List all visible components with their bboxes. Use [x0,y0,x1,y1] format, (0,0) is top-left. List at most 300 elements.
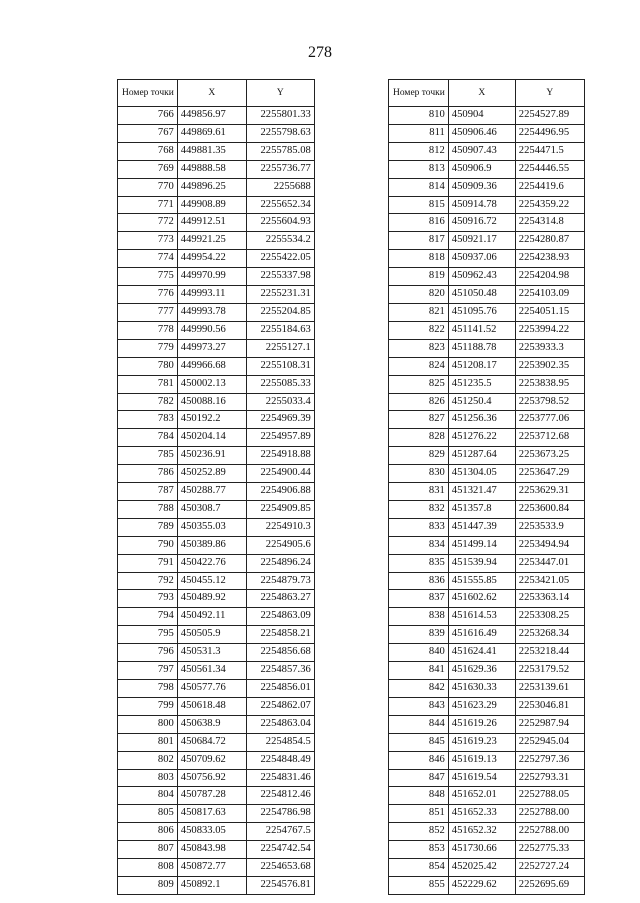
cell-x: 450355.03 [177,518,246,536]
header-point-number: Номер точки [389,80,449,107]
cell-x: 451499.14 [448,536,515,554]
cell-x: 451050.48 [448,286,515,304]
cell-x: 451555.85 [448,572,515,590]
cell-x: 450288.77 [177,483,246,501]
table-row [118,196,315,214]
cell-y: 2253218.44 [515,644,584,662]
cell-point-number: 816 [389,214,449,232]
cell-point-number: 831 [389,483,449,501]
table-row [389,787,585,805]
cell-point-number: 787 [118,483,178,501]
table-row [118,160,315,178]
table-row [118,303,315,321]
cell-y: 2254742.54 [246,841,314,859]
cell-x: 450252.89 [177,465,246,483]
table-row [118,214,315,232]
cell-x: 451629.36 [448,662,515,680]
cell-x: 449881.35 [177,142,246,160]
cell-point-number: 821 [389,303,449,321]
cell-x: 449993.78 [177,303,246,321]
cell-x: 450833.05 [177,823,246,841]
coordinates-table-right [388,79,585,895]
table-row [118,518,315,536]
cell-y: 2253673.25 [515,447,584,465]
cell-point-number: 824 [389,357,449,375]
cell-point-number: 836 [389,572,449,590]
cell-y: 2254446.55 [515,160,584,178]
cell-y: 2254653.68 [246,859,314,877]
cell-y: 2254905.6 [246,536,314,554]
cell-x: 450561.34 [177,662,246,680]
coordinates-table-left [117,79,315,895]
cell-point-number: 833 [389,518,449,536]
table-header-row [118,80,315,107]
cell-point-number: 819 [389,268,449,286]
header-y: Y [515,80,584,107]
table-row [118,339,315,357]
cell-x: 450192.2 [177,411,246,429]
cell-x: 451235.5 [448,375,515,393]
table-row [118,715,315,733]
table-row [118,232,315,250]
cell-point-number: 803 [118,769,178,787]
table-row [118,536,315,554]
cell-point-number: 808 [118,859,178,877]
table-row [118,572,315,590]
cell-y: 2252945.04 [515,733,584,751]
table-row [118,697,315,715]
cell-x: 450843.98 [177,841,246,859]
table-row [118,124,315,142]
cell-y: 2254896.24 [246,554,314,572]
cell-point-number: 839 [389,626,449,644]
cell-x: 450787.28 [177,787,246,805]
cell-x: 451447.39 [448,518,515,536]
cell-x: 451208.17 [448,357,515,375]
cell-x: 451614.53 [448,608,515,626]
table-row [118,357,315,375]
cell-x: 451602.62 [448,590,515,608]
cell-x: 449908.89 [177,196,246,214]
cell-point-number: 805 [118,805,178,823]
cell-x: 451619.54 [448,769,515,787]
cell-point-number: 775 [118,268,178,286]
cell-point-number: 802 [118,751,178,769]
cell-point-number: 820 [389,286,449,304]
cell-x: 449973.27 [177,339,246,357]
cell-x: 450937.06 [448,250,515,268]
table-row [389,483,585,501]
cell-x: 451616.49 [448,626,515,644]
cell-point-number: 843 [389,697,449,715]
table-row [389,554,585,572]
table-row [389,447,585,465]
table-row [118,447,315,465]
table-row [118,590,315,608]
cell-y: 2255108.31 [246,357,314,375]
cell-y: 2253179.52 [515,662,584,680]
table-row [118,500,315,518]
cell-point-number: 842 [389,680,449,698]
cell-point-number: 830 [389,465,449,483]
cell-x: 450904 [448,107,515,125]
cell-y: 2254831.46 [246,769,314,787]
table-row [389,608,585,626]
cell-point-number: 770 [118,178,178,196]
cell-point-number: 832 [389,500,449,518]
cell-y: 2253268.34 [515,626,584,644]
cell-point-number: 795 [118,626,178,644]
cell-y: 2253777.06 [515,411,584,429]
cell-y: 2255736.77 [246,160,314,178]
cell-y: 2254848.49 [246,751,314,769]
cell-x: 449896.25 [177,178,246,196]
table-row [118,876,315,894]
cell-point-number: 810 [389,107,449,125]
cell-y: 2252788.00 [515,823,584,841]
table-row [389,232,585,250]
cell-x: 451619.13 [448,751,515,769]
cell-point-number: 814 [389,178,449,196]
header-x: X [448,80,515,107]
cell-y: 2253421.05 [515,572,584,590]
table-row [389,357,585,375]
cell-point-number: 772 [118,214,178,232]
cell-point-number: 777 [118,303,178,321]
cell-x: 451539.94 [448,554,515,572]
cell-y: 2255033.4 [246,393,314,411]
cell-point-number: 834 [389,536,449,554]
cell-point-number: 804 [118,787,178,805]
cell-x: 450872.77 [177,859,246,877]
cell-point-number: 774 [118,250,178,268]
cell-x: 451624.41 [448,644,515,662]
cell-point-number: 773 [118,232,178,250]
cell-point-number: 847 [389,769,449,787]
cell-y: 2253308.25 [515,608,584,626]
cell-x: 451276.22 [448,429,515,447]
cell-x: 450577.76 [177,680,246,698]
cell-y: 2254857.36 [246,662,314,680]
cell-y: 2253902.35 [515,357,584,375]
cell-y: 2255422.05 [246,250,314,268]
cell-y: 2252788.05 [515,787,584,805]
cell-x: 450505.9 [177,626,246,644]
table-row [389,626,585,644]
cell-y: 2254419.6 [515,178,584,196]
cell-y: 2254862.07 [246,697,314,715]
header-point-number: Номер точки [118,80,178,107]
table-row [118,841,315,859]
table-row [389,644,585,662]
table-row [389,590,585,608]
table-row [389,518,585,536]
cell-y: 2252727.24 [515,859,584,877]
cell-y: 2252797.36 [515,751,584,769]
header-x: X [177,80,246,107]
cell-x: 450916.72 [448,214,515,232]
table-row [118,178,315,196]
table-row [118,375,315,393]
table-row [118,250,315,268]
cell-y: 2254856.01 [246,680,314,698]
cell-point-number: 782 [118,393,178,411]
cell-y: 2255184.63 [246,321,314,339]
cell-point-number: 844 [389,715,449,733]
table-row [118,626,315,644]
table-row [118,859,315,877]
cell-y: 2254900.44 [246,465,314,483]
cell-y: 2254576.81 [246,876,314,894]
table-row [389,339,585,357]
cell-point-number: 766 [118,107,178,125]
cell-x: 450906.46 [448,124,515,142]
cell-point-number: 788 [118,500,178,518]
cell-point-number: 794 [118,608,178,626]
cell-x: 451357.8 [448,500,515,518]
cell-point-number: 841 [389,662,449,680]
cell-point-number: 780 [118,357,178,375]
cell-x: 451652.33 [448,805,515,823]
cell-x: 452229.62 [448,876,515,894]
cell-y: 2252793.31 [515,769,584,787]
cell-x: 451652.32 [448,823,515,841]
cell-x: 450204.14 [177,429,246,447]
cell-y: 2253647.29 [515,465,584,483]
cell-x: 450422.76 [177,554,246,572]
cell-x: 450389.86 [177,536,246,554]
table-row [389,751,585,769]
cell-y: 2253533.9 [515,518,584,536]
cell-y: 2253933.3 [515,339,584,357]
table-row [118,751,315,769]
cell-y: 2253629.31 [515,483,584,501]
table-row [389,196,585,214]
cell-y: 2253363.14 [515,590,584,608]
cell-point-number: 800 [118,715,178,733]
table-row [389,429,585,447]
table-row [389,375,585,393]
cell-y: 2252987.94 [515,715,584,733]
table-row [118,662,315,680]
table-row [389,859,585,877]
cell-point-number: 840 [389,644,449,662]
cell-y: 2255798.63 [246,124,314,142]
cell-y: 2253994.22 [515,321,584,339]
cell-point-number: 792 [118,572,178,590]
cell-y: 2254527.89 [515,107,584,125]
table-row [389,769,585,787]
cell-y: 2255652.34 [246,196,314,214]
cell-x: 450909.36 [448,178,515,196]
cell-x: 451188.78 [448,339,515,357]
cell-point-number: 767 [118,124,178,142]
table-body-right [389,107,585,895]
cell-x: 450002.13 [177,375,246,393]
table-row [118,769,315,787]
cell-y: 2254496.95 [515,124,584,142]
table-row [118,429,315,447]
table-row [118,321,315,339]
cell-x: 450638.9 [177,715,246,733]
cell-x: 450236.91 [177,447,246,465]
cell-y: 2254767.5 [246,823,314,841]
cell-y: 2253838.95 [515,375,584,393]
cell-y: 2254786.98 [246,805,314,823]
table-row [389,733,585,751]
cell-point-number: 852 [389,823,449,841]
table-row [389,841,585,859]
cell-y: 2253046.81 [515,697,584,715]
cell-point-number: 779 [118,339,178,357]
cell-point-number: 855 [389,876,449,894]
cell-y: 2254471.5 [515,142,584,160]
cell-x: 450489.92 [177,590,246,608]
cell-x: 450907.43 [448,142,515,160]
table-row [389,715,585,733]
cell-point-number: 828 [389,429,449,447]
cell-y: 2254812.46 [246,787,314,805]
table-header-row [389,80,585,107]
table-row [389,178,585,196]
table-row [389,250,585,268]
cell-x: 452025.42 [448,859,515,877]
table-row [389,805,585,823]
cell-x: 451619.23 [448,733,515,751]
table-row [118,483,315,501]
cell-x: 451250.4 [448,393,515,411]
cell-x: 449888.58 [177,160,246,178]
table-row [389,321,585,339]
cell-point-number: 785 [118,447,178,465]
cell-point-number: 789 [118,518,178,536]
cell-x: 450455.12 [177,572,246,590]
cell-y: 2255604.93 [246,214,314,232]
cell-y: 2253712.68 [515,429,584,447]
cell-y: 2252788.00 [515,805,584,823]
cell-point-number: 790 [118,536,178,554]
table-row [118,733,315,751]
cell-point-number: 806 [118,823,178,841]
cell-x: 451619.26 [448,715,515,733]
cell-y: 2254856.68 [246,644,314,662]
cell-point-number: 826 [389,393,449,411]
cell-point-number: 818 [389,250,449,268]
cell-point-number: 846 [389,751,449,769]
cell-y: 2253798.52 [515,393,584,411]
cell-y: 2255688 [246,178,314,196]
table-row [389,876,585,894]
table-row [389,286,585,304]
table-row [389,465,585,483]
cell-x: 450914.78 [448,196,515,214]
cell-y: 2252695.69 [515,876,584,894]
cell-point-number: 771 [118,196,178,214]
cell-x: 451141.52 [448,321,515,339]
table-row [118,107,315,125]
cell-x: 450906.9 [448,160,515,178]
table-row [389,107,585,125]
cell-x: 450892.1 [177,876,246,894]
cell-y: 2253447.01 [515,554,584,572]
table-row [118,554,315,572]
cell-point-number: 817 [389,232,449,250]
cell-x: 450817.63 [177,805,246,823]
cell-x: 450492.11 [177,608,246,626]
cell-y: 2254359.22 [515,196,584,214]
cell-x: 449990.56 [177,321,246,339]
cell-y: 2254910.3 [246,518,314,536]
cell-x: 451287.64 [448,447,515,465]
cell-y: 2254906.88 [246,483,314,501]
cell-y: 2254909.85 [246,500,314,518]
table-row [389,214,585,232]
cell-x: 449966.68 [177,357,246,375]
cell-point-number: 823 [389,339,449,357]
table-row [389,160,585,178]
cell-x: 450962.43 [448,268,515,286]
table-body-left [118,107,315,895]
cell-y: 2254314.8 [515,214,584,232]
cell-y: 2255534.2 [246,232,314,250]
cell-x: 450709.62 [177,751,246,769]
cell-x: 450531.3 [177,644,246,662]
cell-y: 2254863.27 [246,590,314,608]
table-row [389,303,585,321]
cell-y: 2254879.73 [246,572,314,590]
cell-point-number: 769 [118,160,178,178]
table-row [118,465,315,483]
cell-x: 450756.92 [177,769,246,787]
cell-point-number: 829 [389,447,449,465]
table-row [118,823,315,841]
cell-point-number: 809 [118,876,178,894]
table-row [118,608,315,626]
cell-y: 2254863.04 [246,715,314,733]
cell-x: 450088.16 [177,393,246,411]
cell-y: 2255231.31 [246,286,314,304]
cell-point-number: 783 [118,411,178,429]
cell-point-number: 778 [118,321,178,339]
cell-point-number: 825 [389,375,449,393]
cell-x: 451623.29 [448,697,515,715]
cell-point-number: 837 [389,590,449,608]
cell-point-number: 822 [389,321,449,339]
table-row [118,805,315,823]
cell-point-number: 853 [389,841,449,859]
cell-y: 2253139.61 [515,680,584,698]
cell-y: 2254103.09 [515,286,584,304]
cell-point-number: 784 [118,429,178,447]
cell-y: 2255127.1 [246,339,314,357]
cell-x: 451652.01 [448,787,515,805]
cell-x: 450921.17 [448,232,515,250]
cell-x: 450308.7 [177,500,246,518]
cell-y: 2254204.98 [515,268,584,286]
cell-point-number: 776 [118,286,178,304]
cell-point-number: 835 [389,554,449,572]
cell-y: 2252775.33 [515,841,584,859]
cell-point-number: 813 [389,160,449,178]
table-row [118,680,315,698]
table-row [118,787,315,805]
cell-point-number: 812 [389,142,449,160]
cell-x: 449970.99 [177,268,246,286]
cell-y: 2254969.39 [246,411,314,429]
cell-y: 2254863.09 [246,608,314,626]
cell-point-number: 791 [118,554,178,572]
cell-point-number: 796 [118,644,178,662]
